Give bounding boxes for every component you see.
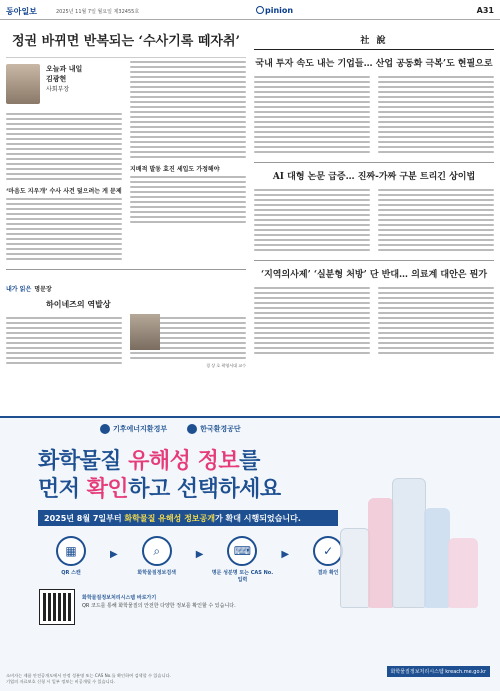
contributor-photo — [130, 314, 160, 350]
ad-steps — [38, 536, 361, 583]
byline — [6, 58, 122, 110]
step-input: ⌨ 명문 성분명 또는 CAS No. 입력 — [209, 536, 275, 583]
ad-website-link[interactable]: 화학물질정보처리시스템 kreach.me.go.kr — [387, 666, 490, 677]
body-text — [6, 198, 122, 260]
step-qr: ▦ QR 스캔 — [38, 536, 104, 583]
author-photo — [6, 64, 40, 104]
column-text-b — [130, 58, 246, 263]
column-right — [254, 24, 494, 357]
arrow-right-icon: ▶ — [110, 549, 118, 560]
qr-caption: 화학물질정보처리시스템 바로가기 QR 코드를 통해 화학물질의 안전한 다양한 정보를 확인할 수 있습니다. — [82, 595, 236, 609]
contributor-signature: 경 상 호 곽영서대 교수 — [206, 363, 246, 368]
column-subhead: 지배적 발동 효진 세입도 가정해야 — [130, 166, 220, 173]
product-bottles-illustration — [340, 458, 480, 608]
masthead — [0, 0, 500, 20]
arrow-right-icon: ▶ — [281, 549, 290, 560]
column-left — [6, 24, 246, 369]
body-text — [130, 61, 246, 158]
step-search: ⌕ 화학물질정보검색 — [124, 536, 190, 583]
editorial-header: 社 說 — [254, 24, 494, 50]
column-body — [6, 58, 246, 263]
issue-date: 2025년 11월 7일 월요일 제32455호 — [56, 9, 140, 15]
ad-fineprint: 소비자는 제품 안전공개도에서 안정 성분명 또는 CAS No.를 확인하여 검색할 수 있습니다. 기업의 자료보호 신청 시 일부 정보는 비공개될 수 있습니다. — [6, 673, 171, 684]
editorial-body-2 — [254, 186, 494, 254]
section-title: pinion — [256, 6, 293, 15]
ad-headline-2: 먼저 확인하고 선택하세요 — [38, 477, 281, 502]
ad-sponsors — [100, 424, 241, 434]
sidebar-body — [6, 314, 246, 369]
column-headline: 정권 바뀌면 반복되는 ‘수사기록 떼자취’ — [6, 24, 246, 58]
sponsor-2: 한국환경공단 — [187, 424, 241, 434]
sidebar-label: 내가 읽은 명문장 — [6, 286, 52, 293]
byline-text: 오늘과 내일 김광현 사회부장 — [46, 65, 83, 93]
sidebar-title: 하이네즈의 역발상 — [46, 299, 111, 309]
sponsor-1: 기후에너지환경부 — [100, 424, 167, 434]
ministry-logo-icon — [100, 424, 110, 434]
advertisement — [0, 416, 500, 691]
body-text — [6, 113, 122, 180]
ad-headline-1: 화학물질 유해성 정보를 — [38, 449, 260, 474]
agency-logo-icon — [187, 424, 197, 434]
search-icon: ⌕ — [142, 536, 172, 566]
editorial-body-3 — [254, 284, 494, 357]
keyboard-icon: ⌨ — [227, 536, 257, 566]
newspaper-logo: 동아일보 — [6, 7, 37, 16]
page-number: A31 — [476, 6, 494, 15]
editorial-body-1 — [254, 73, 494, 156]
editorial-title-2: AI 대형 논문 급증… 진짜-가짜 구분 트리긴 상이법 — [272, 172, 476, 182]
check-icon: ✓ — [313, 536, 343, 566]
editorial-title-1: 국내 투자 속도 내는 기업들… 산업 공동화 극복’도 현필으로 — [255, 59, 493, 69]
arrow-right-icon: ▶ — [195, 549, 204, 560]
step-result: ✓ 결과 확인 — [295, 536, 361, 583]
section-divider — [6, 269, 246, 270]
body-text — [130, 176, 246, 223]
editorial-title-3: ‘지역의사제’ ‘실분형 처방’ 단 반대… 의료계 대안은 뭔가 — [260, 270, 488, 280]
qr-icon: ▦ — [56, 536, 86, 566]
column-subhead: ‘마음도 지우개’ 수사 사건 덮으려는 게 문제 — [6, 188, 122, 195]
column-text-a — [6, 58, 122, 263]
qr-code[interactable] — [40, 590, 74, 624]
ad-banner: 2025년 8월 7일부터 화학물질 유해성 정보공개가 확대 시행되었습니다. — [38, 510, 338, 526]
opinion-o-icon — [256, 6, 264, 14]
body-text — [6, 317, 122, 364]
